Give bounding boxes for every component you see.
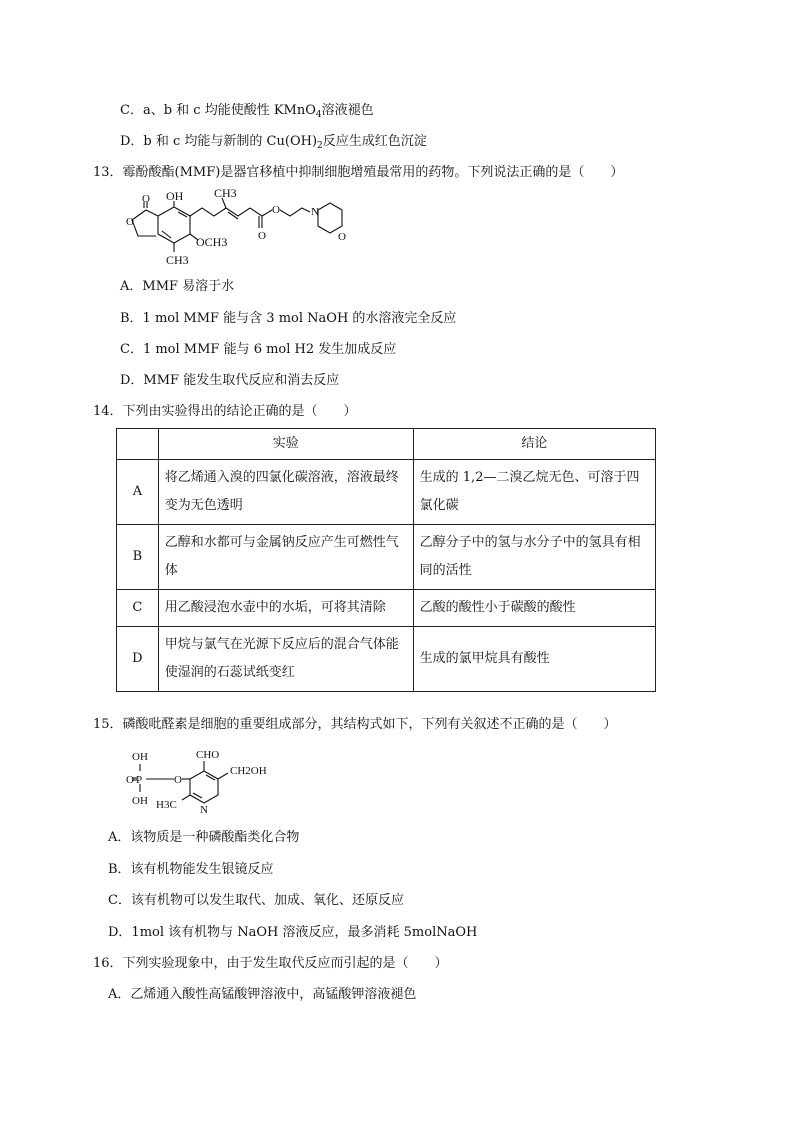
mmf-structure [118, 188, 368, 273]
mmf-label-o-morpholine: O [338, 231, 346, 243]
mmf-label-oh: OH [166, 189, 184, 203]
plp-label-p: P [136, 774, 143, 786]
row-key: C [117, 590, 159, 627]
table-row [117, 590, 656, 627]
plp-label-n: N [200, 804, 208, 814]
mmf-label-o-ester-carbonyl: O [258, 230, 266, 242]
row-key: D [117, 627, 159, 692]
q15-option-b: B．该有机物能发生银镜反应 [108, 862, 274, 877]
plp-label-oh-top: OH [132, 751, 148, 763]
table-row [117, 460, 656, 525]
mmf-label-o-ring: O [126, 216, 134, 228]
table-row [117, 627, 656, 692]
q12-option-d: D．b 和 c 均能与新制的 $Cu(OH)_2$反应生成红色沉淀 [120, 134, 427, 151]
row-experiment: 用乙酸浸泡水壶中的水垢，可将其清除 [158, 590, 413, 627]
q13-option-b: B．1 mol MMF 能与含 3 mol NaOH 的水溶液完全反应 [120, 311, 457, 326]
q15-option-c: C．该有机物可以发生取代、加成、氧化、还原反应 [108, 893, 404, 908]
q15-stem: 15．磷酸吡醛素是细胞的重要组成部分，其结构式如下，下列有关叙述不正确的是（ ） [93, 717, 617, 732]
mmf-label-och3: OCH3 [196, 235, 228, 249]
pyridoxal-phosphate-structure [126, 742, 286, 814]
q16-option-a: A．乙烯通入酸性高锰酸钾溶液中，高锰酸钾溶液褪色 [108, 987, 417, 1002]
table-header-key [117, 429, 159, 460]
row-conclusion: 生成的 1,2—二溴乙烷无色、可溶于四氯化碳 [413, 460, 655, 525]
row-conclusion: 乙醇分子中的氢与水分子中的氢具有相同的活性 [413, 525, 655, 590]
q14-stem: 14．下列由实验得出的结论正确的是（ ） [93, 404, 357, 419]
table-header-row [117, 429, 656, 460]
mmf-label-n: N [311, 206, 319, 218]
plp-label-oh-bottom: OH [132, 795, 148, 807]
table-header-experiment: 实验 [158, 429, 413, 460]
row-conclusion: 生成的氯甲烷具有酸性 [413, 627, 655, 692]
q13-option-c: C．1 mol MMF 能与 6 mol H2 发生加成反应 [120, 342, 397, 357]
q15-option-d: D．1mol 该有机物与 NaOH 溶液反应，最多消耗 5molNaOH [108, 925, 478, 940]
row-experiment: 将乙烯通入溴的四氯化碳溶液，溶液最终变为无色透明 [158, 460, 413, 525]
table-row [117, 525, 656, 590]
q16-stem: 16．下列实验现象中，由于发生取代反应而引起的是（ ） [93, 956, 448, 971]
q13-stem: 13．霉酚酸酯(MMF)是器官移植中抑制细胞增殖最常用的药物。下列说法正确的是（ ） [93, 165, 624, 180]
row-conclusion: 乙酸的酸性小于碳酸的酸性 [413, 590, 655, 627]
mmf-label-o-carbonyl: O [142, 193, 150, 205]
plp-label-cho: CHO [196, 749, 220, 761]
table-header-conclusion: 结论 [413, 429, 655, 460]
plp-label-o-double: O [126, 774, 134, 786]
q12-option-c: C．a、b 和 c 均能使酸性 KMnO$_4$溶液褪色 [120, 103, 374, 120]
mmf-label-ch3-bottom: CH3 [166, 253, 189, 267]
q15-option-a: A．该物质是一种磷酸酯类化合物 [108, 830, 300, 845]
q13-option-a: A．MMF 易溶于水 [120, 279, 235, 294]
plp-label-h3c: H3C [156, 799, 177, 811]
row-key: A [117, 460, 159, 525]
q13-option-d: D．MMF 能发生取代反应和消去反应 [120, 373, 340, 388]
row-experiment: 乙醇和水都可与金属钠反应产生可燃性气体 [158, 525, 413, 590]
mmf-label-ch3-top: CH3 [214, 188, 237, 200]
plp-label-o-link: O [174, 774, 182, 786]
mmf-label-o-ester: O [272, 204, 280, 216]
plp-label-ch2oh: CH2OH [230, 765, 267, 777]
row-key: B [117, 525, 159, 590]
q14-table [116, 428, 656, 692]
row-experiment: 甲烷与氯气在光源下反应后的混合气体能使湿润的石蕊试纸变红 [158, 627, 413, 692]
